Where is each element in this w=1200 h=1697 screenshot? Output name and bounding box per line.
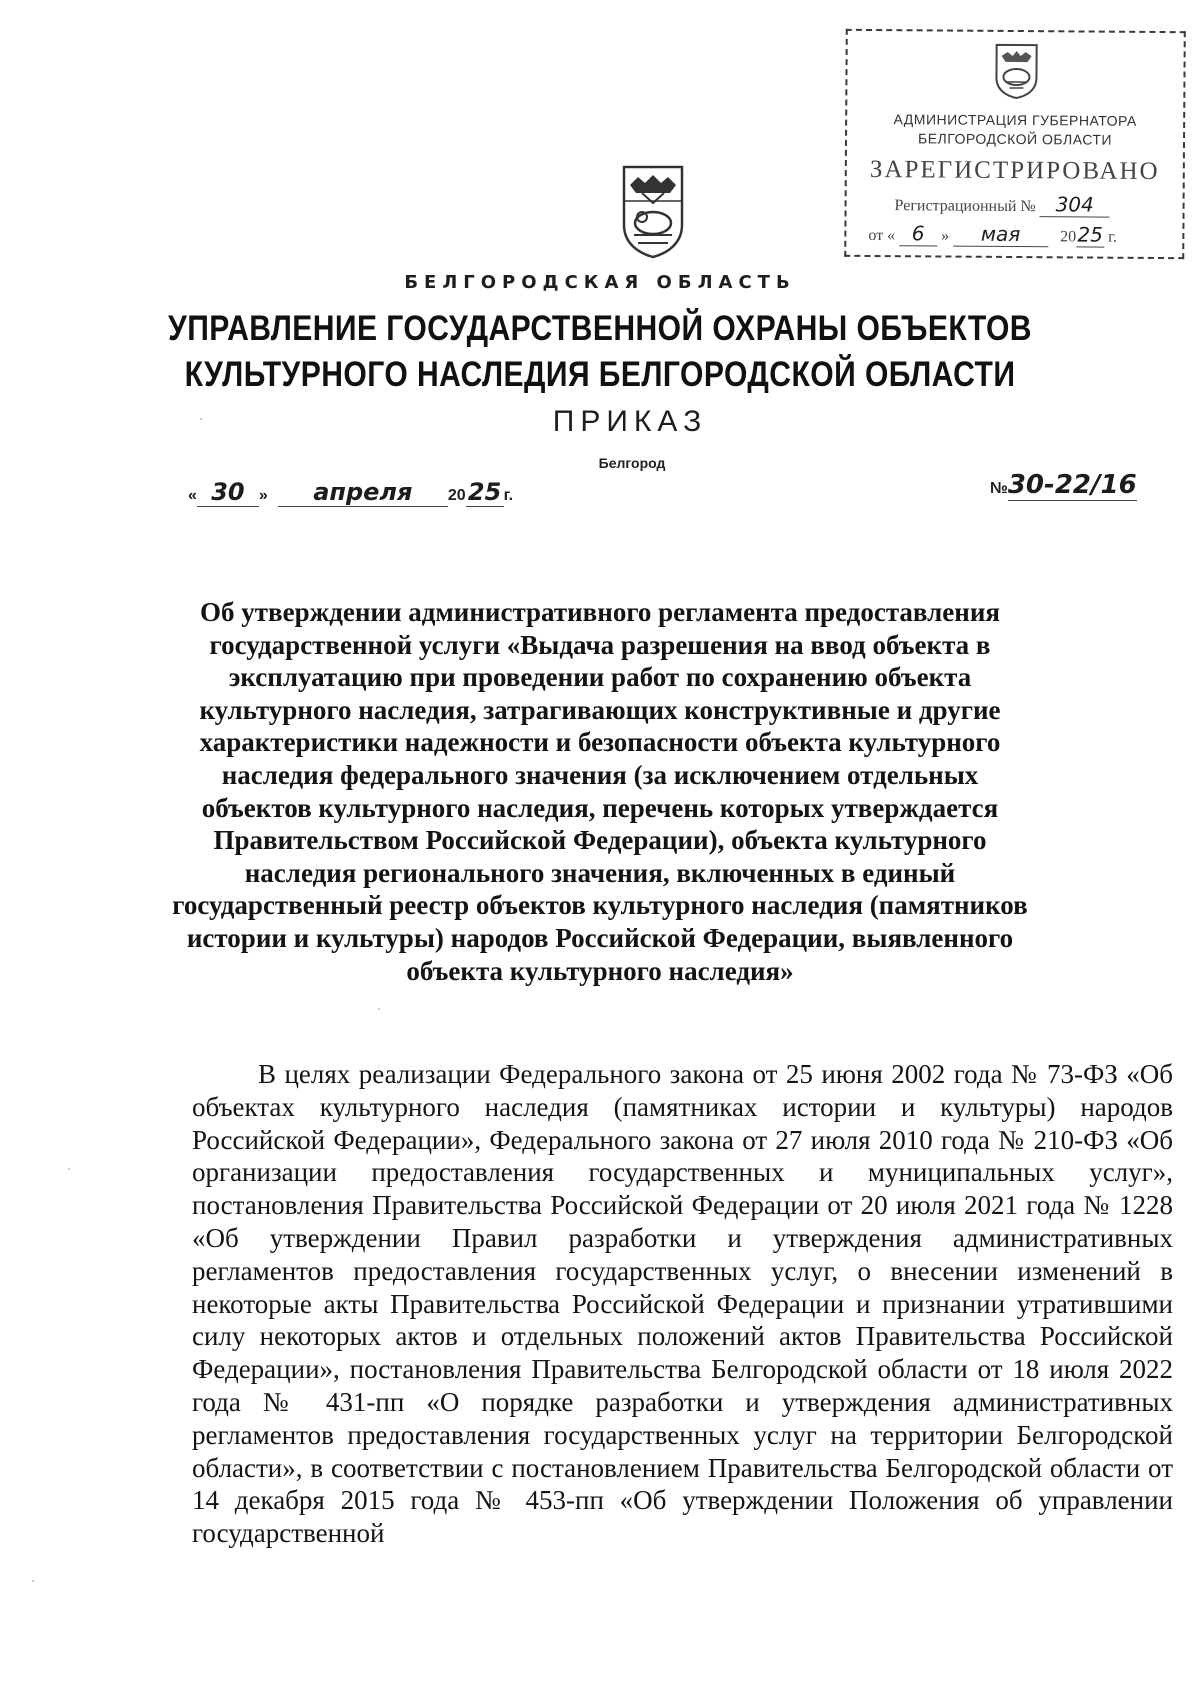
order-year-prefix: 20	[447, 487, 466, 504]
agency-name-line-2: КУЛЬТУРНОГО НАСЛЕДИЯ БЕЛГОРОДСКОЙ ОБЛАСТИ	[184, 355, 1016, 394]
order-date-quote-close: »	[258, 487, 268, 504]
stamp-year-prefix: 20	[1060, 228, 1077, 246]
scan-speck	[378, 1008, 380, 1010]
stamp-year-suffix: 25	[1077, 222, 1103, 247]
region-name: БЕЛГОРОДСКАЯ ОБЛАСТЬ	[404, 272, 796, 293]
order-number	[990, 470, 1137, 500]
order-year-suffix: 25	[466, 478, 504, 507]
stamp-org-line-1: АДМИНИСТРАЦИЯ ГУБЕРНАТОРА	[893, 111, 1137, 129]
order-month: апреля	[278, 478, 448, 507]
stamp-date-row	[868, 221, 1178, 248]
stamp-day: 6	[899, 221, 937, 246]
stamp-month: мая	[953, 222, 1048, 248]
stamp-reg-number: 304	[1040, 192, 1110, 217]
stamp-registered-title: ЗАРЕГИСТРИРОВАНО	[869, 155, 1160, 186]
order-year-unit: г.	[503, 487, 514, 504]
agency-name-line-1: УПРАВЛЕНИЕ ГОСУДАРСТВЕННОЙ ОХРАНЫ ОБЪЕКТОВ	[168, 309, 1032, 348]
stamp-from-prefix: от «	[868, 226, 896, 245]
scan-speck	[32, 1580, 34, 1582]
order-number-value: 30-22/16	[1007, 470, 1137, 500]
stamp-org-line-2: БЕЛГОРОДСКОЙ ОБЛАСТИ	[917, 130, 1113, 148]
order-day: 30	[197, 478, 259, 507]
stamp-year-unit: г.	[1108, 228, 1117, 246]
stamp-emblem-icon	[993, 42, 1039, 100]
registration-stamp	[844, 29, 1186, 259]
order-body-paragraph: В целях реализации Федерального закона от 25 июня 2002 года № 73-ФЗ «Об объектах культурного наследия (памятниках истории и культуры) народов Российской Федерации», Федерального закона от 27 июля 2010 года № 210-ФЗ «Об организации предоставления государственных и муниципальных услуг», постановления Правительства Российской Федерации от 20 июля 2021 года № 1228 «Об утверждении Правил разработки и утверждения административных регламентов предоставления государственных услуг, о внесении изменений в некоторые акты Правительства Российской Федерации и признании утратившими силу некоторых актов и отдельных положений актов Правительства Российской Федерации», постановления Правительства Белгородской области от 18 июля 2022 года № 431-пп «О порядке разработки и утверждения административных регламентов предоставления государственных услуг на территории Белгородской области», в соответствии с постановлением Правительства Белгородской области от 14 декабря 2015 года № 453-пп «Об утверждении Положения об управлении государственной	[192, 1059, 1173, 1549]
scan-speck	[200, 418, 202, 420]
stamp-registration-number-row	[894, 191, 1174, 218]
stamp-reg-label: Регистрационный №	[894, 197, 1036, 216]
order-number-label: №	[990, 480, 1008, 497]
scan-speck	[68, 1168, 70, 1170]
city-name: Белгород	[598, 455, 666, 471]
stamp-quote-close: »	[941, 227, 950, 245]
order-date-quote-open: «	[188, 487, 197, 504]
coat-of-arms-icon	[620, 163, 686, 261]
document-type: ПРИКАЗ	[552, 405, 708, 438]
order-title: Об утверждении административного регламента предоставления государственной услуги «Выдача разрешения на ввод объекта в эксплуатацию при проведении работ по сохранению объекта культурного наследия, затрагивающих конструктивные и другие характеристики надежности и безопасности объекта культурного наследия федерального значения (за исключением отдельных объектов культурного наследия, перечень которых утверждается Правительством Российской Федерации), объекта культурного наследия регионального значения, включенных в единый государственный реестр объектов культурного наследия (памятников истории и культуры) народов Российской Федерации, выявленного объекта культурного наследия»	[172, 597, 1028, 986]
order-date	[188, 478, 513, 507]
